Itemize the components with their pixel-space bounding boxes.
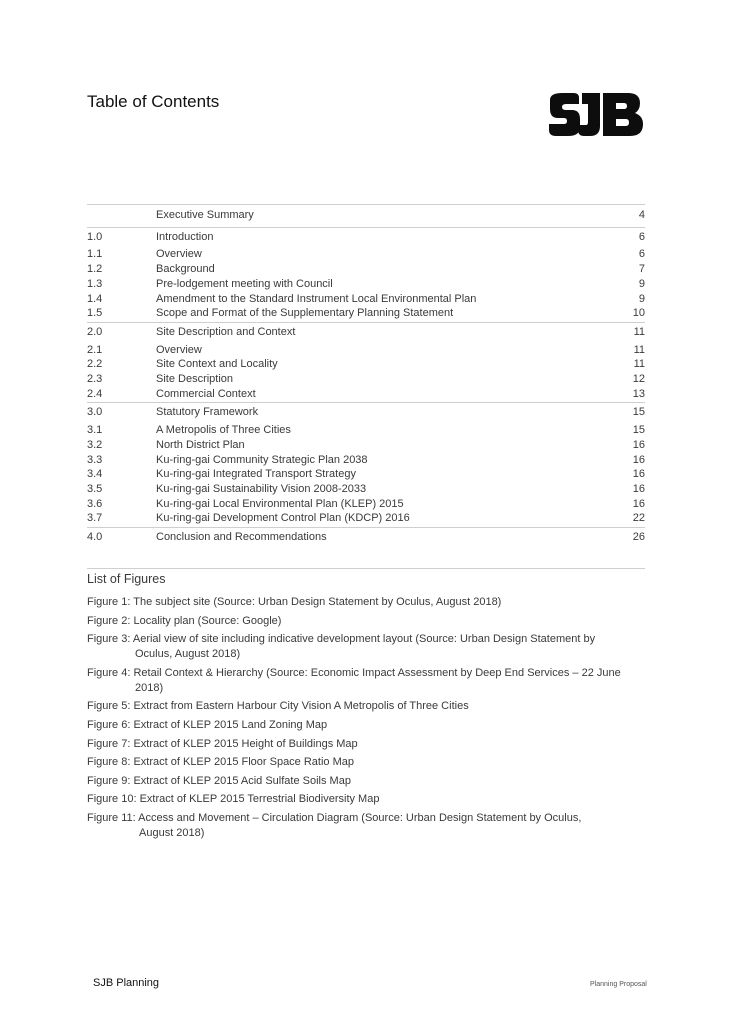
figure-list-item[interactable] (87, 595, 645, 610)
page-title: Table of Contents (87, 92, 220, 111)
figure-list-item[interactable] (87, 774, 645, 789)
toc-row[interactable] (87, 482, 645, 497)
toc-row[interactable] (87, 438, 645, 453)
toc-number: 3.2 (87, 438, 103, 451)
figure-list-item[interactable] (87, 666, 645, 696)
figure-caption-line: Figure 11: Access and Movement – Circulation Diagram (Source: Urban Design Statement by Oculus, (87, 811, 582, 824)
toc-title: Site Description and Context (156, 325, 296, 338)
toc-title: Ku-ring-gai Integrated Transport Strategy (156, 468, 356, 481)
toc-number: 2.0 (87, 325, 103, 338)
toc-row[interactable] (87, 497, 645, 512)
toc-number: 2.3 (87, 373, 103, 386)
toc-title: Commercial Context (156, 387, 256, 400)
toc-title: Overview (156, 248, 202, 261)
toc-section-row[interactable] (87, 402, 645, 423)
figure-caption-line: Figure 6: Extract of KLEP 2015 Land Zoning Map (87, 718, 328, 731)
toc-row[interactable] (87, 277, 645, 292)
figure-caption-line: Figure 4: Retail Context & Hierarchy (Source: Economic Impact Assessment by Deep End Services – 22 June (87, 666, 621, 679)
toc-page-number: 6 (638, 230, 645, 243)
toc-title: Amendment to the Standard Instrument Local Environmental Plan (156, 292, 477, 305)
figure-list-item[interactable] (87, 718, 645, 733)
toc-title: Conclusion and Recommendations (156, 531, 327, 544)
toc-section-row[interactable] (87, 527, 645, 548)
toc-page-number: 10 (632, 307, 645, 320)
footer-company: SJB Planning (93, 977, 160, 989)
toc-row[interactable] (87, 423, 645, 438)
toc-number: 2.1 (87, 343, 103, 356)
toc-page-number: 26 (632, 531, 645, 544)
toc-row[interactable] (87, 306, 645, 321)
figure-list-item[interactable] (87, 811, 645, 841)
toc-row[interactable] (87, 262, 645, 277)
toc-title: Site Context and Locality (156, 358, 278, 371)
figure-list-item[interactable] (87, 737, 645, 752)
toc-number: 3.1 (87, 424, 103, 437)
toc-page-number: 12 (632, 373, 645, 386)
toc-row[interactable] (87, 247, 645, 262)
toc-page-number: 7 (638, 263, 645, 276)
toc-title: Site Description (156, 373, 234, 386)
toc-number: 2.4 (87, 387, 103, 400)
figure-caption-line: 2018) (135, 681, 164, 694)
figure-list-item[interactable] (87, 792, 645, 807)
toc-number: 3.0 (87, 406, 103, 419)
toc-title: Ku-ring-gai Community Strategic Plan 2038 (156, 453, 368, 466)
toc-page-number: 9 (638, 292, 645, 305)
sjb-logo (548, 92, 644, 137)
figure-caption-line: Figure 3: Aerial view of site including indicative development layout (Source: Urban Design Statement by (87, 633, 596, 646)
toc-page-number: 16 (632, 468, 645, 481)
toc-title: Overview (156, 343, 202, 356)
figure-caption-line: Figure 5: Extract from Eastern Harbour City Vision A Metropolis of Three Cities (87, 700, 469, 713)
toc-page-number: 15 (632, 424, 645, 437)
toc-row[interactable] (87, 511, 645, 526)
toc-row[interactable] (87, 357, 645, 372)
toc-number: 1.4 (87, 292, 103, 305)
toc-number: 3.5 (87, 482, 103, 495)
toc-title: Executive Summary (156, 209, 254, 221)
toc-row[interactable] (87, 205, 645, 226)
toc-page-number: 13 (632, 387, 645, 400)
toc-number: 1.2 (87, 263, 103, 276)
toc-row[interactable] (87, 453, 645, 468)
toc-title: Ku-ring-gai Local Environmental Plan (KLEP) 2015 (156, 497, 404, 510)
figure-caption-line: Figure 8: Extract of KLEP 2015 Floor Space Ratio Map (87, 756, 354, 769)
figure-caption-line: Oculus, August 2018) (135, 648, 241, 661)
toc-page-number: 6 (638, 248, 645, 261)
toc-row[interactable] (87, 292, 645, 307)
toc-section-row[interactable] (87, 322, 645, 343)
list-of-figures (87, 568, 645, 845)
toc-number: 3.6 (87, 497, 103, 510)
toc-page-number: 11 (633, 343, 645, 356)
figure-caption-line: Figure 9: Extract of KLEP 2015 Acid Sulfate Soils Map (87, 774, 351, 787)
toc-page-number: 16 (632, 438, 645, 451)
figure-list-item[interactable] (87, 632, 645, 662)
toc-number: 2.2 (87, 358, 103, 371)
figure-caption-line: August 2018) (139, 826, 205, 839)
toc-page-number: 4 (638, 209, 645, 221)
figures-heading: List of Figures (87, 572, 166, 586)
toc-title: Introduction (156, 230, 214, 243)
toc-number: 3.3 (87, 453, 103, 466)
figure-caption-line: Figure 10: Extract of KLEP 2015 Terrestrial Biodiversity Map (87, 793, 380, 806)
toc-row[interactable] (87, 387, 645, 402)
toc-page-number: 9 (638, 277, 645, 290)
toc-title: Ku-ring-gai Sustainability Vision 2008-2033 (156, 482, 367, 495)
figure-list-item[interactable] (87, 699, 645, 714)
toc-section-row[interactable] (87, 227, 645, 248)
toc-page-number: 16 (632, 453, 645, 466)
toc-number: 4.0 (87, 531, 103, 544)
figures-list (87, 595, 645, 841)
table-of-contents (87, 204, 645, 548)
toc-page-number: 16 (632, 482, 645, 495)
toc-page-number: 11 (633, 358, 645, 371)
toc-title: Pre-lodgement meeting with Council (156, 277, 333, 290)
toc-page-number: 22 (632, 512, 645, 525)
toc-page-number: 15 (632, 406, 645, 419)
toc-row[interactable] (87, 343, 645, 358)
figure-caption-line: Figure 7: Extract of KLEP 2015 Height of Buildings Map (87, 737, 358, 750)
toc-number: 3.7 (87, 512, 103, 525)
toc-number: 1.1 (87, 248, 103, 261)
toc-row[interactable] (87, 467, 645, 482)
toc-title: Statutory Framework (156, 406, 259, 419)
toc-number: 1.3 (87, 277, 103, 290)
toc-row[interactable] (87, 372, 645, 387)
figure-list-item[interactable] (87, 614, 645, 629)
toc-page-number: 11 (633, 325, 645, 338)
toc-number: 3.4 (87, 468, 103, 481)
toc-title: A Metropolis of Three Cities (156, 424, 291, 437)
figure-caption-line: Figure 2: Locality plan (Source: Google) (87, 614, 282, 627)
footer-doc-type: Planning Proposal (590, 981, 647, 988)
toc-title: North District Plan (156, 438, 245, 451)
toc-title: Ku-ring-gai Development Control Plan (KDCP) 2016 (156, 512, 410, 525)
toc-number: 1.5 (87, 307, 103, 320)
figure-list-item[interactable] (87, 755, 645, 770)
figure-caption-line: Figure 1: The subject site (Source: Urban Design Statement by Oculus, August 2018) (87, 596, 502, 608)
toc-number: 1.0 (87, 230, 103, 243)
toc-title: Scope and Format of the Supplementary Planning Statement (156, 307, 454, 320)
toc-title: Background (156, 263, 215, 276)
toc-page-number: 16 (632, 497, 645, 510)
